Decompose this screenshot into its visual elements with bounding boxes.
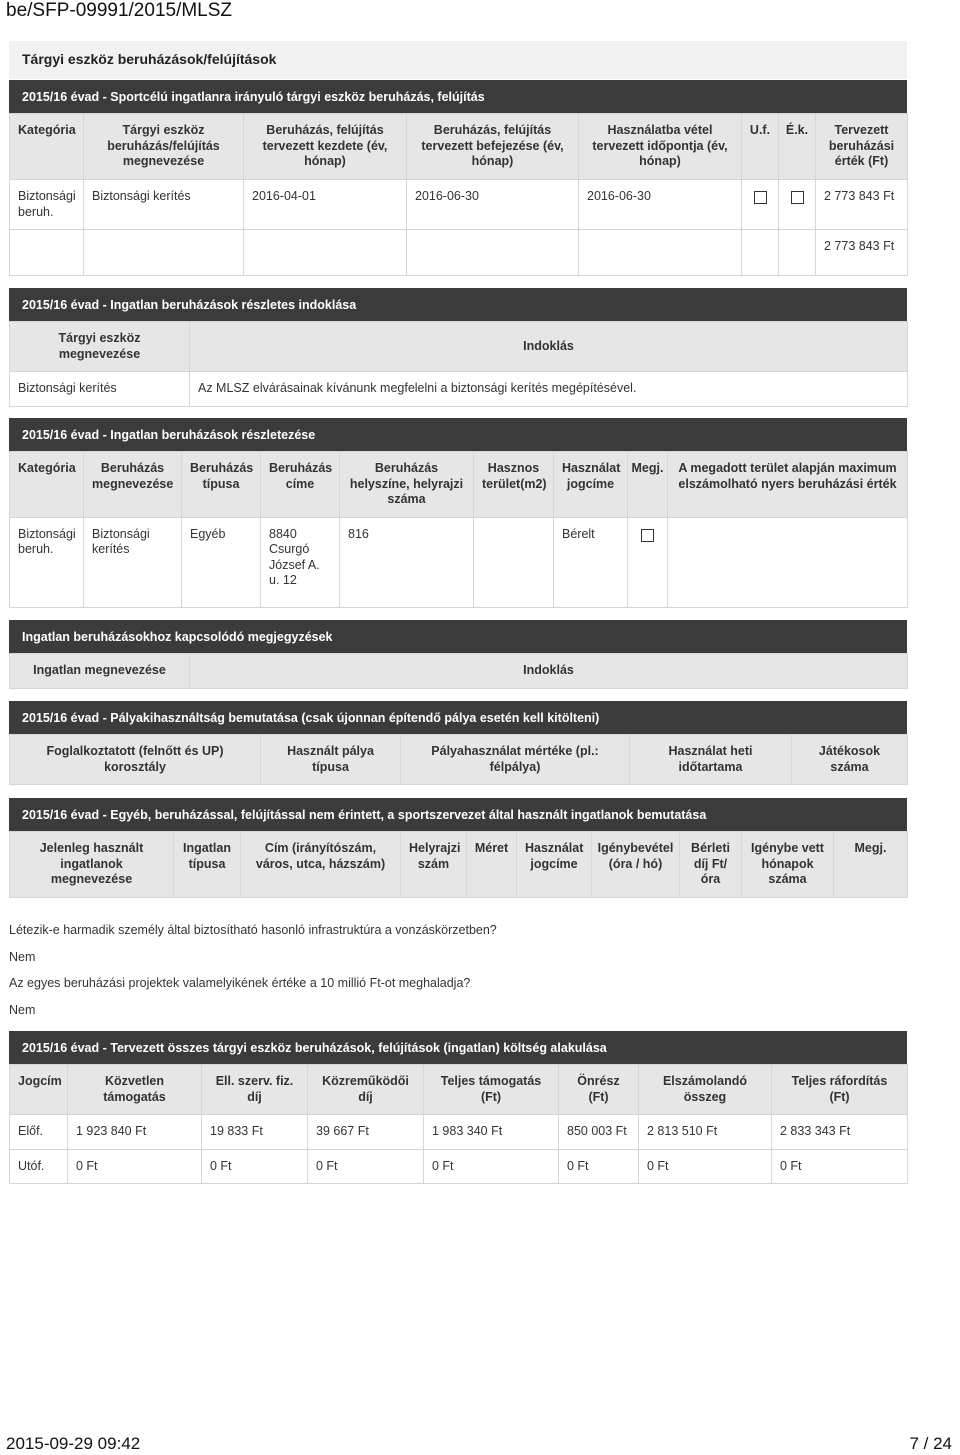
section-band-investments: 2015/16 évad - Sportcélú ingatlanra irányuló tárgyi eszköz beruházás, felújítás [9,80,907,113]
col-header: Beruházás megnevezése [84,452,182,518]
cell-own-share: 0 Ft [559,1149,639,1184]
table-row [10,372,908,407]
col-header: Önrész (Ft) [559,1065,639,1115]
col-header: Méret [467,832,517,898]
investments-table [9,113,908,276]
field-usage-table [9,734,908,785]
justification-table [9,321,908,407]
col-header: Pályahasználat mértéke (pl.: félpálya) [401,735,630,785]
checkbox-ek[interactable] [791,191,804,204]
cell-note [628,517,668,607]
col-header: Foglalkoztatott (felnőtt és UP) korosztály [10,735,261,785]
col-header: Játékosok száma [792,735,908,785]
document-id: be/SFP-09991/2015/MLSZ [6,0,233,21]
question-text: Az egyes beruházási projektek valamelyikének értéke a 10 millió Ft-ot meghaladja? [9,976,471,990]
empty-cell [779,230,816,276]
cell-direct-support: 0 Ft [68,1149,202,1184]
cell-uf [742,180,779,230]
cell-start: 2016-04-01 [244,180,407,230]
col-header: Kategória [10,452,84,518]
empty-cell [84,230,244,276]
cell-control-fee: 0 Ft [202,1149,308,1184]
table-row [10,517,908,607]
cell-total-cost: 2 833 343 Ft [772,1115,908,1150]
cell-location: 816 [340,517,474,607]
cell-address: 8840 Csurgó József A. u. 12 [261,517,340,607]
cell-jogcim: Előf. [10,1115,68,1150]
cell-end: 2016-06-30 [407,180,579,230]
answer-text: Nem [9,1003,36,1017]
details-table [9,451,908,608]
cell-ek [779,180,816,230]
cell-usage-date: 2016-06-30 [579,180,742,230]
col-header: Beruházás, felújítás tervezett befejezése (év, hónap) [407,114,579,180]
col-header: Tervezett beruházási érték (Ft) [816,114,908,180]
empty-cell [10,230,84,276]
col-header: Bérleti díj Ft/óra [680,832,742,898]
cell-contributor-fee: 39 667 Ft [308,1115,424,1150]
cell-legal-basis: Bérelt [554,517,628,607]
cell-contributor-fee: 0 Ft [308,1149,424,1184]
col-header: Tárgyi eszköz beruházás/felújítás megnevezése [84,114,244,180]
col-header: Beruházás címe [261,452,340,518]
cell-name: Biztonsági kerítés [84,517,182,607]
cell-kategoria: Biztonsági beruh. [10,517,84,607]
section-band-justification: 2015/16 évad - Ingatlan beruházások részletes indoklása [9,288,907,321]
cell-total-support: 0 Ft [424,1149,559,1184]
cell-name: Biztonsági kerítés [10,372,190,407]
cell-total-cost: 0 Ft [772,1149,908,1184]
cell-type: Egyéb [182,517,261,607]
cell-settle-amount: 0 Ft [639,1149,772,1184]
col-header: Megj. [834,832,908,898]
empty-cell [407,230,579,276]
col-header: Elszámolandó összeg [639,1065,772,1115]
cell-jogcim: Utóf. [10,1149,68,1184]
col-header: Teljes támogatás (Ft) [424,1065,559,1115]
footer-page-number: 7 / 24 [909,1434,952,1453]
col-header: Használat jogcíme [517,832,592,898]
checkbox-uf[interactable] [754,191,767,204]
empty-cell [579,230,742,276]
cell-own-share: 850 003 Ft [559,1115,639,1150]
answer-text: Nem [9,950,36,964]
cell-total: 2 773 843 Ft [816,230,908,276]
col-header: Indoklás [190,322,908,372]
cost-summary-table [9,1064,908,1184]
footer-timestamp: 2015-09-29 09:42 [6,1434,141,1453]
col-header: Közreműködői díj [308,1065,424,1115]
col-header: Közvetlen támogatás [68,1065,202,1115]
col-header: Használat heti időtartama [630,735,792,785]
cell-kategoria: Biztonsági beruh. [10,180,84,230]
section-title: Tárgyi eszköz beruházások/felújítások [9,41,907,79]
col-header: Jogcím [10,1065,68,1115]
cell-area [474,517,554,607]
cell-max-value [668,517,908,607]
table-row [10,1115,908,1150]
col-header: Hasznos terület(m2) [474,452,554,518]
remarks-table [9,653,908,689]
section-band-cost-summary: 2015/16 évad - Tervezett összes tárgyi eszköz beruházások, felújítások (ingatlan) költség alakulása [9,1031,907,1064]
col-header: Megj. [628,452,668,518]
table-row [10,1149,908,1184]
col-header: Beruházás típusa [182,452,261,518]
col-header: Kategória [10,114,84,180]
col-header: Ell. szerv. fiz. díj [202,1065,308,1115]
col-header: Teljes ráfordítás (Ft) [772,1065,908,1115]
col-header: Beruházás, felújítás tervezett kezdete (év, hónap) [244,114,407,180]
col-header: Ingatlan típusa [174,832,241,898]
col-header: Indoklás [190,654,908,689]
cell-total-support: 1 983 340 Ft [424,1115,559,1150]
col-header: Használatba vétel tervezett időpontja (év, hónap) [579,114,742,180]
question-text: Létezik-e harmadik személy által biztosítható hasonló infrastruktúra a vonzáskörzetben? [9,923,497,937]
table-row [10,180,908,230]
col-header: Ingatlan megnevezése [10,654,190,689]
section-band-remarks: Ingatlan beruházásokhoz kapcsolódó megjegyzések [9,620,907,653]
col-header: Igénybevétel (óra / hó) [592,832,680,898]
cell-justification: Az MLSZ elvárásainak kívánunk megfelelni a biztonsági kerítés megépítésével. [190,372,908,407]
empty-cell [742,230,779,276]
total-row [10,230,908,276]
empty-cell [244,230,407,276]
col-header: Igénybe vett hónapok száma [742,832,834,898]
cell-name: Biztonsági kerítés [84,180,244,230]
col-header: A megadott terület alapján maximum elszámolható nyers beruházási érték [668,452,908,518]
other-properties-table [9,831,908,898]
section-band-details: 2015/16 évad - Ingatlan beruházások részletezése [9,418,907,451]
cell-direct-support: 1 923 840 Ft [68,1115,202,1150]
cell-value: 2 773 843 Ft [816,180,908,230]
col-header: Jelenleg használt ingatlanok megnevezése [10,832,174,898]
col-header: U.f. [742,114,779,180]
col-header: Beruházás helyszíne, helyrajzi száma [340,452,474,518]
cell-control-fee: 19 833 Ft [202,1115,308,1150]
section-band-field-usage: 2015/16 évad - Pályakihasználtság bemutatása (csak újonnan építendő pálya esetén kell kitölteni) [9,701,907,734]
col-header: Cím (irányítószám, város, utca, házszám) [241,832,401,898]
col-header: Helyrajzi szám [401,832,467,898]
col-header: Használat jogcíme [554,452,628,518]
checkbox-megj[interactable] [641,529,654,542]
cell-settle-amount: 2 813 510 Ft [639,1115,772,1150]
col-header: Használt pálya típusa [261,735,401,785]
col-header: Tárgyi eszköz megnevezése [10,322,190,372]
col-header: É.k. [779,114,816,180]
section-band-other-properties: 2015/16 évad - Egyéb, beruházással, felújítással nem érintett, a sportszervezet által használt ingatlanok bemutatása [9,798,907,831]
